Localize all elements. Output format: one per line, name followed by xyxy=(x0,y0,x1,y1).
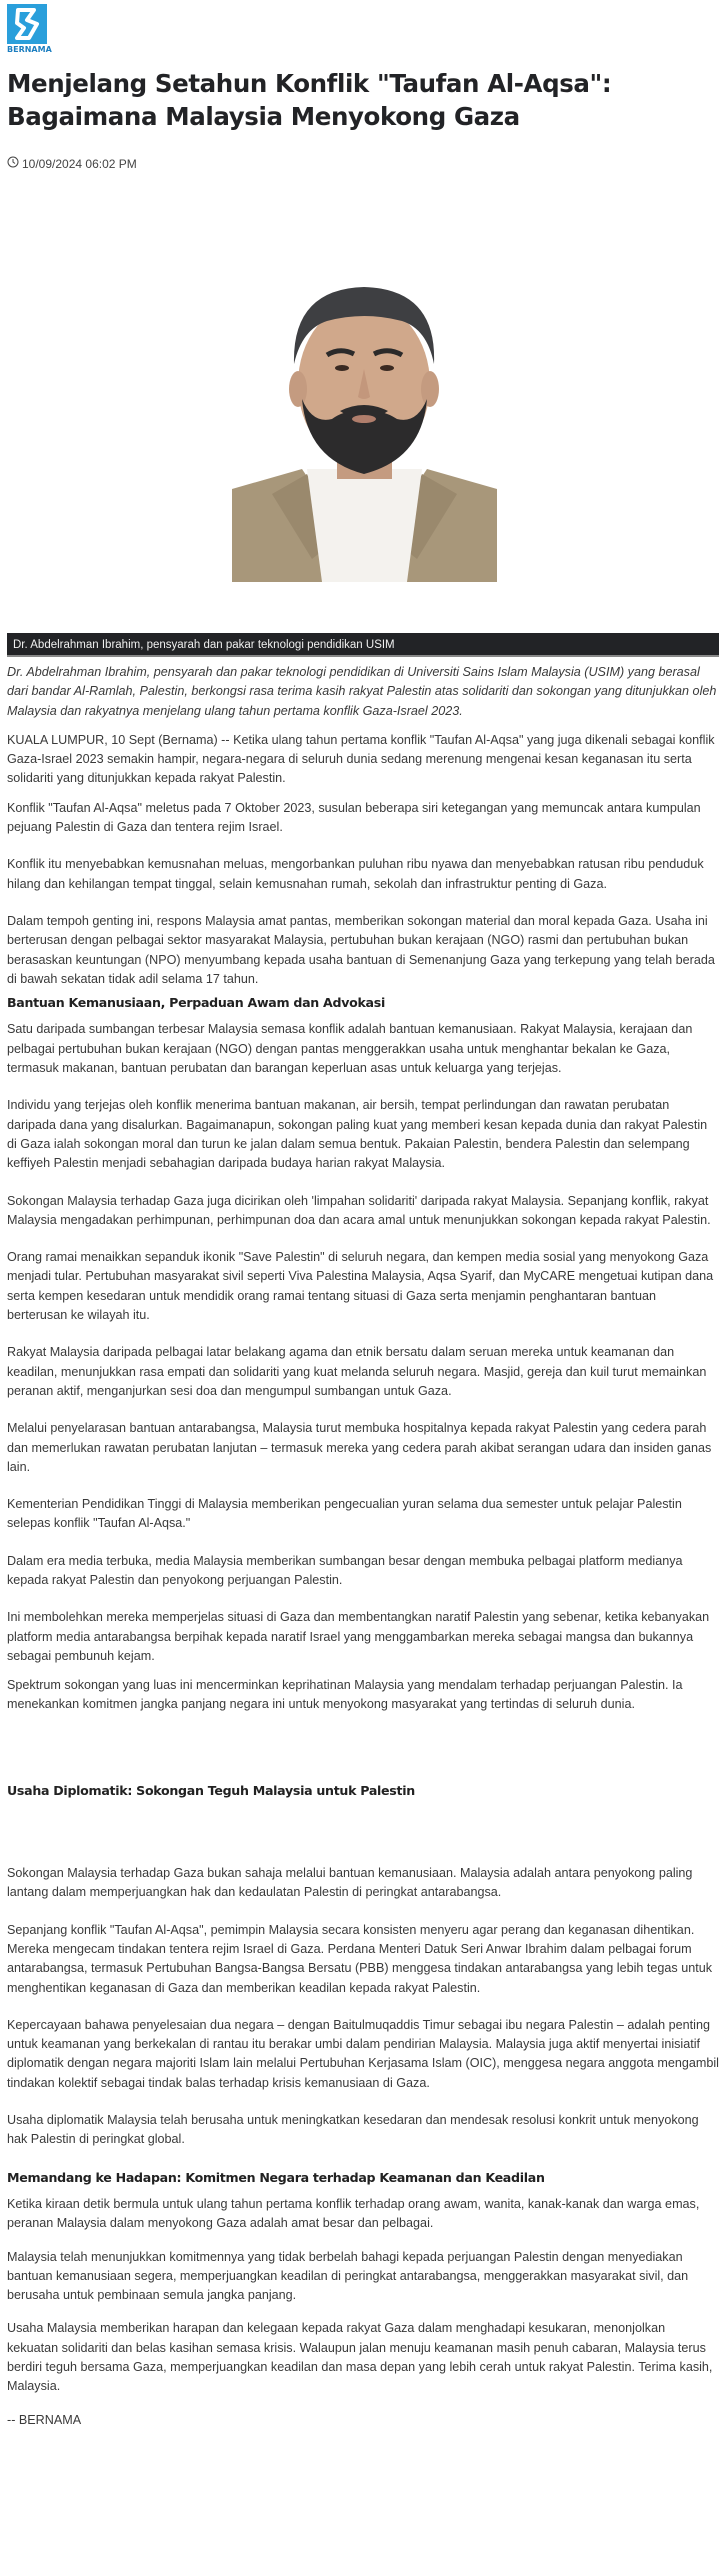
paragraph: Usaha Malaysia memberikan harapan dan kelegaan kepada rakyat Gaza dalam menghadapi kesukaran, menonjolkan kekuatan solidariti dan belas kasihan semasa krisis. Walaupun jalan menuju keamanan masih penuh cabaran, Malaysia terus berdiri teguh bersama Gaza, memperjuangkan keadilan dan masa depan yang lebih cerah untuk rakyat Palestin. Terima kasih, Malaysia. xyxy=(7,2321,713,2394)
article-signoff: -- BERNAMA xyxy=(7,2412,82,2427)
publish-datetime: 10/09/2024 06:02 PM xyxy=(22,156,137,171)
article-dateline xyxy=(7,156,137,171)
paragraph: Melalui penyelarasan bantuan antarabangsa, Malaysia turut membuka hospitalnya kepada rakyat Palestin yang cedera parah dan memerlukan rawatan perubatan lanjutan – termasuk mereka yang cedera parah akibat serangan udara dan insiden ganas lain. xyxy=(7,1421,712,1474)
paragraph: Sokongan Malaysia terhadap Gaza bukan sahaja melalui bantuan kemanusiaan. Malaysia adalah antara penyokong paling lantang dalam memperjuangkan hak dan kedaulatan Palestin di peringkat antarabangsa. xyxy=(7,1866,693,1900)
paragraph: Dalam era media terbuka, media Malaysia memberikan sumbangan besar dengan membuka pelbagai platform medianya kepada rakyat Palestin dan penyokong perjuangan Palestin. xyxy=(7,1553,683,1587)
section-heading: Memandang ke Hadapan: Komitmen Negara terhadap Keamanan dan Keadilan xyxy=(7,2169,545,2185)
article-title: Menjelang Setahun Konflik "Taufan Al-Aqsa": Bagaimana Malaysia Menyokong Gaza xyxy=(7,69,612,131)
paragraph: Satu daripada sumbangan terbesar Malaysia semasa konflik adalah bantuan kemanusiaan. Rakyat Malaysia, kerajaan dan pelbagai pertubuhan bukan kerajaan (NGO) dengan pantas menggerakkan usaha untuk menghantar bekalan ke Gaza, termasuk makanan, bantuan perubatan dan barangan keperluan asas untuk keluarga yang terjejas. xyxy=(7,1022,693,1076)
paragraph: Malaysia telah menunjukkan komitmennya yang tidak berbelah bahagi kepada perjuangan Palestin dengan menyediakan bantuan kemanusiaan segera, memperjuangkan keadilan di peringkat antarabangsa, menggerakkan masyarakat sivil, dan berusaha untuk pembinaan semula jangka panjang. xyxy=(7,2249,689,2303)
paragraph: Kepercayaan bahawa penyelesaian dua negara – dengan Baitulmuqaddis Timur sebagai ibu negara Palestin – adalah penting untuk keamanan yang berkekalan di rantau itu berakar umbi dalam pendirian Malaysia. Malaysia juga aktif menyertai inisiatif diplomatik dengan negara majoriti Islam lain melalui Pertubuhan Kerjasama Islam (OIC), menggesa negara anggota mengambil tindakan kolektif sebagai tindak balas terhadap krisis kemanusiaan di Gaza. xyxy=(7,2017,719,2090)
paragraph: Ketika kiraan detik bermula untuk ulang tahun pertama konflik terhadap orang awam, wanita, kanak-kanak dan warga emas, peranan Malaysia dalam menyokong Gaza adalah amat besar dan pelbagai. xyxy=(7,2196,700,2231)
logo-mark-icon xyxy=(7,4,47,44)
paragraph: Orang ramai menaikkan sepanduk ikonik "Save Palestin" di seluruh negara, dan kempen media sosial yang menyokong Gaza menjadi tular. Pertubuhan masyarakat sivil seperti Viva Palestina Malaysia, Aqsa Syarif, dan MyCARE mengetuai kutipan dana serta kempen kesedaran untuk mendidik orang ramai tentang situasi di Gaza serta menjamin penghantaran bantuan berterusan ke wilayah itu. xyxy=(7,1250,714,1323)
section-heading: Usaha Diplomatik: Sokongan Teguh Malaysia untuk Palestin xyxy=(7,1782,415,1798)
photo-caption: Dr. Abdelrahman Ibrahim, pensyarah dan pakar teknologi pendidikan USIM xyxy=(7,633,719,657)
paragraph: Individu yang terjejas oleh konflik menerima bantuan makanan, air bersih, tempat perlindungan dan rawatan perubatan daripada dana yang disalurkan. Bagaimanapun, sokongan paling kuat yang memberi kesan kepada dunia dan rakyat Palestin di Gaza ialah sokongan moral dan turun ke jalan dalam semua bentuk. Pakaian Palestin, bendera Palestin dan selempang keffiyeh Palestin menjadi sebahagian daripada budaya harian rakyat Malaysia. xyxy=(7,1098,708,1171)
section-heading: Bantuan Kemanusiaan, Perpaduan Awam dan Advokasi xyxy=(7,995,385,1011)
paragraph: Konflik "Taufan Al-Aqsa" meletus pada 7 Oktober 2023, susulan beberapa siri ketegangan yang memuncak antara kumpulan pejuang Palestin di Gaza dan tentera rejim Israel. xyxy=(7,800,701,835)
paragraph: Sokongan Malaysia terhadap Gaza juga dicirikan oleh 'limpahan solidariti' daripada rakyat Malaysia. Sepanjang konflik, rakyat Malaysia mengadakan perhimpunan, perhimpunan doa dan acara amal untuk menunjukkan sokongan kepada rakyat Palestin. xyxy=(7,1193,711,1227)
paragraph: Rakyat Malaysia daripada pelbagai latar belakang agama dan etnik bersatu dalam seruan mereka untuk keamanan dan keadilan, menunjukkan rasa empati dan solidariti yang kuat melanda seluruh negara. Masjid, gereja dan kuil turut memainkan peranan aktif, menganjurkan sesi doa dan mengumpul sumbangan untuk Gaza. xyxy=(7,1345,707,1398)
paragraph: Spektrum sokongan yang luas ini mencerminkan keprihatinan Malaysia yang mendalam terhadap perjuangan Palestin. Ia menekankan komitmen jangka panjang negara ini untuk menyokong masyarakat yang tertindas di seluruh dunia. xyxy=(7,1678,683,1712)
paragraph: Sepanjang konflik "Taufan Al-Aqsa", pemimpin Malaysia secara konsisten menyeru agar perang dan keganasan dihentikan. Mereka mengecam tindakan tentera rejim Israel di Gaza. Perdana Menteri Datuk Seri Anwar Ibrahim dalam pelbagai forum antarabangsa, termasuk Pertubuhan Bangsa-Bangsa Bersatu (PBB) menggesa tindakan antarabangsa yang lebih tegas untuk menghentikan keganasan di Gaza dan memberikan keadilan kepada rakyat Palestin. xyxy=(7,1922,713,1995)
article-body xyxy=(7,663,719,2440)
article-photo xyxy=(232,259,497,582)
paragraph: Konflik itu menyebabkan kemusnahan meluas, mengorbankan puluhan ribu nyawa dan menyebabkan ratusan ribu penduduk hilang dan kehilangan tempat tinggal, selain kemusnahan rumah, sekolah dan infrastruktur penting di Gaza. xyxy=(7,857,704,891)
paragraph: KUALA LUMPUR, 10 Sept (Bernama) -- Ketika ulang tahun pertama konflik "Taufan Al-Aqsa" yang juga dikenali sebagai konflik Gaza-Israel 2023 semakin hampir, negara-negara di seluruh dunia sedang merenung mengenai kesan keganasan itu serta solidariti yang ditunjukkan kepada rakyat Palestin. xyxy=(7,732,715,786)
paragraph: Dalam tempoh genting ini, respons Malaysia amat pantas, memberikan sokongan material dan moral kepada Gaza. Usaha ini berterusan dengan pelbagai sektor masyarakat Malaysia, pertubuhan bukan kerajaan (NGO) rasmi dan pertubuhan bukan berasaskan keuntungan (NPO) menyumbang kepada usaha bantuan di Semenanjung Gaza yang terkepung yang telah berada di bawah sekatan tidak adil selama 17 tahun. xyxy=(7,913,715,986)
clock-icon xyxy=(7,156,19,171)
bernama-logo[interactable] xyxy=(7,4,52,54)
spacer xyxy=(7,1808,719,1864)
paragraph: Usaha diplomatik Malaysia telah berusaha untuk meningkatkan kesedaran dan mendesak resolusi konkrit untuk menyokong hak Palestin di peringkat global. xyxy=(7,2113,699,2147)
paragraph: Ini membolehkan mereka memperjelas situasi di Gaza dan membentangkan naratif Palestin yang sebenar, ketika kebanyakan platform media antarabangsa berpihak kepada naratif Israel yang menggambarkan mereka sebagai mangsa dan bukannya sebagai pembunuh kejam. xyxy=(7,1610,710,1663)
paragraph: Kementerian Pendidikan Tinggi di Malaysia memberikan pengecualian yuran selama dua semester untuk pelajar Palestin selepas konflik "Taufan Al-Aqsa." xyxy=(7,1497,682,1531)
article-lead: Dr. Abdelrahman Ibrahim, pensyarah dan pakar teknologi pendidikan di Universiti Sains Islam Malaysia (USIM) yang berasal dari bandar Al-Ramlah, Palestin, berkongsi rasa terima kasih rakyat Palestin atas solidariti dan sokongan yang ditunjukkan oleh Malaysia dan rakyatnya menjelang ulang tahun pertama konflik Gaza-Israel 2023. xyxy=(7,665,717,718)
logo-wordmark: BERNAMA xyxy=(7,45,52,54)
spacer xyxy=(7,1725,719,1781)
